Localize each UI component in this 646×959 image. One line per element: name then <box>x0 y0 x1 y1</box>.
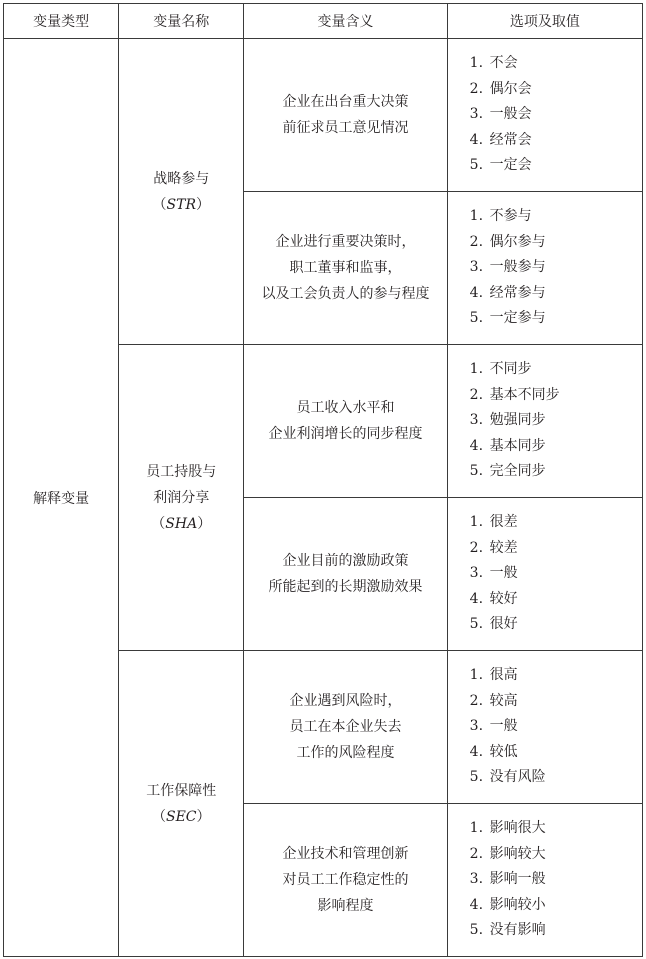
meaning-line: 前征求员工意见情况 <box>282 120 409 136</box>
option-text: 较高 <box>489 692 518 709</box>
option-number: 1. <box>469 55 484 72</box>
option-number: 2. <box>469 386 484 403</box>
group-name-cell <box>119 651 244 957</box>
option-text: 影响较大 <box>489 845 546 862</box>
option-number: 3. <box>469 259 484 276</box>
meaning-cell <box>244 498 447 651</box>
option-item <box>470 842 642 868</box>
option-item <box>470 663 642 689</box>
option-item <box>470 536 642 562</box>
option-item <box>470 612 642 638</box>
option-text: 没有风险 <box>489 769 546 786</box>
meaning-cell <box>244 651 447 804</box>
option-item <box>470 765 642 791</box>
variable-table <box>3 3 643 957</box>
option-number: 3. <box>469 412 484 429</box>
option-number: 4. <box>469 743 484 760</box>
abbr-open: （ <box>152 196 167 213</box>
option-number: 1. <box>469 820 484 837</box>
option-text: 很差 <box>489 514 518 531</box>
option-item <box>470 408 642 434</box>
header-var-meaning: 变量含义 <box>244 4 447 39</box>
option-number: 1. <box>469 208 484 225</box>
meaning-line: 企业目前的激励政策 <box>282 553 409 569</box>
meaning-cell <box>244 804 447 957</box>
meaning-line: 企业技术和管理创新 <box>282 846 409 862</box>
meaning-cell <box>244 39 447 192</box>
option-item <box>470 867 642 893</box>
option-text: 影响很大 <box>489 820 546 837</box>
meaning-line: 工作的风险程度 <box>296 745 395 761</box>
option-item <box>470 51 642 77</box>
option-item <box>470 153 642 179</box>
option-number: 5. <box>469 769 484 786</box>
option-text: 不同步 <box>489 361 532 378</box>
option-item <box>470 357 642 383</box>
option-item <box>470 918 642 944</box>
abbr-open: （ <box>152 808 166 825</box>
option-text: 一般 <box>489 565 518 582</box>
meaning-line: 职工董事和监事， <box>289 260 402 276</box>
options-cell <box>447 39 642 192</box>
option-text: 很好 <box>489 616 518 633</box>
header-var-type: 变量类型 <box>4 4 119 39</box>
option-text: 一般参与 <box>489 259 546 276</box>
header-options: 选项及取值 <box>447 4 642 39</box>
option-number: 5. <box>469 157 484 174</box>
option-number: 5. <box>469 616 484 633</box>
option-number: 4. <box>469 284 484 301</box>
option-number: 4. <box>469 437 484 454</box>
option-number: 4. <box>469 131 484 148</box>
option-number: 4. <box>469 896 484 913</box>
option-item <box>470 77 642 103</box>
option-text: 较好 <box>489 590 518 607</box>
group-abbr: SHA <box>165 515 198 532</box>
option-number: 1. <box>469 361 484 378</box>
option-text: 不会 <box>489 55 518 72</box>
option-text: 偶尔会 <box>489 80 532 97</box>
option-item <box>470 561 642 587</box>
option-number: 5. <box>469 922 484 939</box>
option-number: 1. <box>469 514 484 531</box>
option-text: 偶尔参与 <box>489 233 546 250</box>
option-text: 很高 <box>489 667 518 684</box>
option-item <box>470 510 642 536</box>
group-name-cell <box>119 39 244 345</box>
option-item <box>470 128 642 154</box>
option-text: 完全同步 <box>489 463 546 480</box>
abbr-close: ） <box>196 808 211 825</box>
option-number: 3. <box>469 871 484 888</box>
option-item <box>470 816 642 842</box>
header-row <box>4 4 643 39</box>
option-item <box>470 434 642 460</box>
option-text: 一定会 <box>489 157 532 174</box>
option-text: 基本同步 <box>489 437 546 454</box>
option-text: 一般 <box>489 718 518 735</box>
option-number: 2. <box>469 692 484 709</box>
meaning-line: 企业遇到风险时， <box>289 693 402 709</box>
meaning-line: 员工收入水平和 <box>296 400 395 416</box>
meaning-cell <box>244 345 447 498</box>
group-name: 工作保障性 <box>146 782 217 799</box>
option-number: 2. <box>469 233 484 250</box>
option-item <box>470 204 642 230</box>
meaning-line: 员工在本企业失去 <box>289 719 402 735</box>
group-name-cell <box>119 345 244 651</box>
option-number: 1. <box>469 667 484 684</box>
option-item <box>470 383 642 409</box>
option-number: 2. <box>469 539 484 556</box>
option-item <box>470 893 642 919</box>
var-type-cell: 解释变量 <box>4 39 119 957</box>
group-name: 战略参与 <box>153 170 210 187</box>
meaning-line: 以及工会负责人的参与程度 <box>261 286 430 302</box>
option-text: 一定参与 <box>489 310 546 327</box>
option-text: 基本不同步 <box>489 386 560 403</box>
options-cell <box>447 804 642 957</box>
meaning-cell <box>244 192 447 345</box>
option-number: 4. <box>469 590 484 607</box>
options-cell <box>447 345 642 498</box>
option-item <box>470 740 642 766</box>
option-item <box>470 306 642 332</box>
group-abbr: STR <box>166 196 196 213</box>
meaning-line: 对员工工作稳定性的 <box>282 872 409 888</box>
option-item <box>470 102 642 128</box>
option-number: 3. <box>469 106 484 123</box>
option-text: 影响较小 <box>489 896 546 913</box>
meaning-line: 所能起到的长期激励效果 <box>268 579 423 595</box>
option-number: 3. <box>469 718 484 735</box>
option-text: 影响一般 <box>489 871 546 888</box>
option-text: 经常会 <box>489 131 532 148</box>
header-var-name: 变量名称 <box>119 4 244 39</box>
option-text: 经常参与 <box>489 284 546 301</box>
meaning-line: 企业利润增长的同步程度 <box>268 426 423 442</box>
option-number: 2. <box>469 80 484 97</box>
option-item <box>470 255 642 281</box>
option-text: 没有影响 <box>489 922 546 939</box>
option-item <box>470 587 642 613</box>
option-text: 一般会 <box>489 106 532 123</box>
options-cell <box>447 651 642 804</box>
meaning-line: 影响程度 <box>317 898 374 914</box>
option-number: 5. <box>469 463 484 480</box>
options-cell <box>447 192 642 345</box>
option-item <box>470 281 642 307</box>
option-text: 较低 <box>489 743 518 760</box>
abbr-close: ） <box>197 515 212 532</box>
abbr-close: ） <box>196 196 210 213</box>
option-item <box>470 689 642 715</box>
group-name-line2: 利润分享 <box>153 489 210 506</box>
option-item <box>470 230 642 256</box>
option-item <box>470 459 642 485</box>
options-cell <box>447 498 642 651</box>
option-number: 2. <box>469 845 484 862</box>
group-abbr: SEC <box>166 808 197 825</box>
option-item <box>470 714 642 740</box>
meaning-line: 企业进行重要决策时， <box>275 234 416 250</box>
option-text: 较差 <box>489 539 518 556</box>
option-text: 勉强同步 <box>489 412 546 429</box>
option-number: 3. <box>469 565 484 582</box>
meaning-line: 企业在出台重大决策 <box>282 94 409 110</box>
table-row <box>4 39 643 192</box>
option-text: 不参与 <box>489 208 532 225</box>
group-name: 员工持股与 <box>146 463 217 480</box>
abbr-open: （ <box>151 515 166 532</box>
option-number: 5. <box>469 310 484 327</box>
